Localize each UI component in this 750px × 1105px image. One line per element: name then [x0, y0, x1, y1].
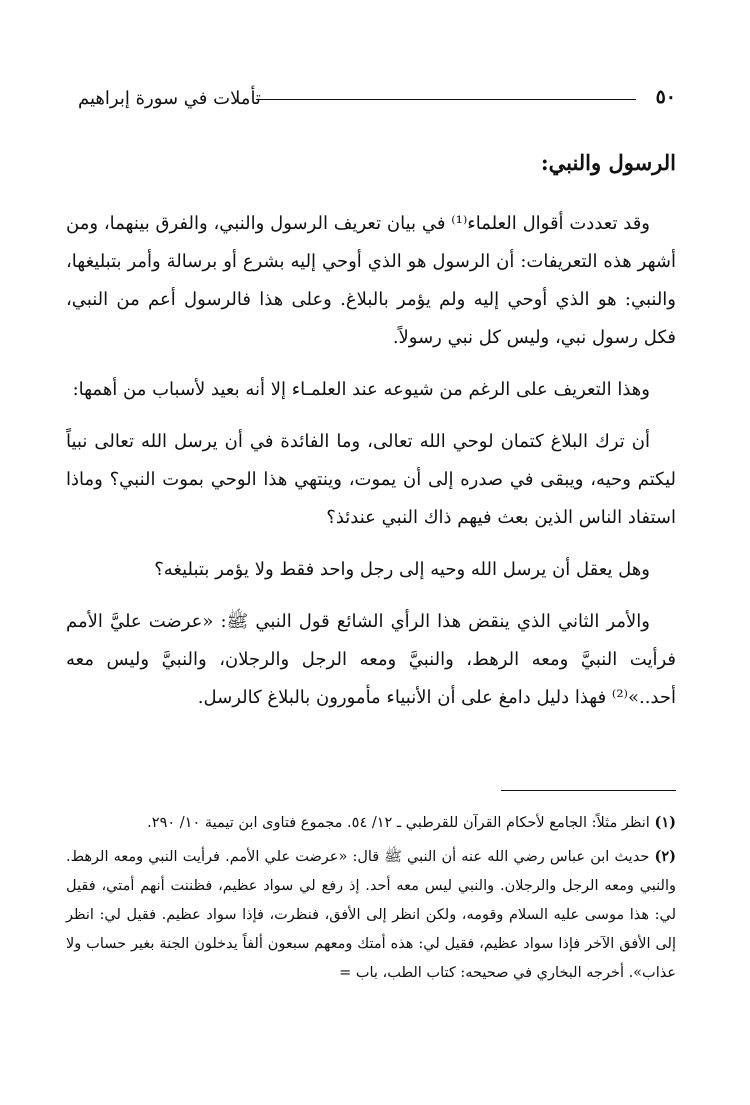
section-heading: الرسول والنبي:	[540, 150, 676, 175]
book-page	[66, 0, 676, 1105]
running-header	[66, 86, 676, 116]
body-text	[66, 205, 676, 731]
footnote-marker: (١)	[654, 814, 676, 831]
header-rule	[256, 99, 636, 100]
footnotes	[66, 808, 676, 992]
paragraph: وقد تعددت أقوال العلماء⁽¹⁾ في بيان تعريف الرسول والنبي، والفرق بينهما، ومن أشهر هذه التعريفات: أن الرسول هو الذي أوحي إليه بشرع أو برسالة وأمر بتبليغها، والنبي: هو الذي أوحي إليه ولم يؤمر بالبلاغ. وعلى هذا فالرسول أعم من النبي، فكل رسول نبي، وليس كل نبي رسولاً.	[66, 213, 676, 348]
footnote	[66, 808, 676, 838]
footnote-text: حديث ابن عباس رضي الله عنه أن النبي ﷺ قال: «عرضت علي الأمم. فرأيت النبي ومعه الرهط. والنبي ومعه الرجل والرجلان. والنبي ليس معه أحد. إذ رفع لي سواد عظيم، فظننت أنهم أمتي، فقيل لي: هذا موسى عليه السلام وقومه، ولكن انظر إلى الأفق، فنظرت، فإذا سواد عظيم. فقيل لي: انظر إلى الأفق الآخر فإذا سواد عظيم، فقيل لي: هذه أمتك ومعهم سبعون ألفاً يدخلون الجنة بغير حساب ولا عذاب». أخرجه البخاري في صحيحه: كتاب الطب، باب =	[66, 849, 676, 981]
running-title: تأملات في سورة إبراهيم	[78, 88, 261, 109]
footnote-text: انظر مثلاً: الجامع لأحكام القرآن للقرطبي ـ ١٢/ ٥٤. مجموع فتاوى ابن تيمية ١٠/ ٢٩٠.	[147, 815, 650, 831]
paragraph: أن ترك البلاغ كتمان لوحي الله تعالى، وما الفائدة في أن يرسل الله تعالى نبياً ليكتم وحيه، ويبقى في صدره إلى أن يموت، وينتهي هذا الوحي بموت النبي؟ وماذا استفاد الناس الذين بعث فيهم ذاك النبي عندئذ؟	[66, 431, 676, 528]
footnote-marker: (٢)	[654, 848, 677, 865]
paragraph: والأمر الثاني الذي ينقض هذا الرأي الشائع قول النبي ﷺ: «عرضت عليَّ الأمم فرأيت النبيَّ ومعه الرهط، والنبيَّ ومعه الرجل والرجلان، والنبيَّ وليس معه أحد..»⁽²⁾ فهذا دليل دامغ على أن الأنبياء مأمورون بالبلاغ كالرسل.	[66, 611, 676, 708]
footnote-separator	[501, 790, 676, 791]
footnote	[66, 842, 676, 988]
paragraph: وهذا التعريف على الرغم من شيوعه عند العلمـاء إلا أنه بعيد لأسباب من أهمها:	[72, 379, 650, 400]
page-number: ٥٠	[655, 86, 676, 108]
paragraph: وهل يعقل أن يرسل الله وحيه إلى رجل واحد فقط ولا يؤمر بتبليغه؟	[154, 559, 650, 580]
